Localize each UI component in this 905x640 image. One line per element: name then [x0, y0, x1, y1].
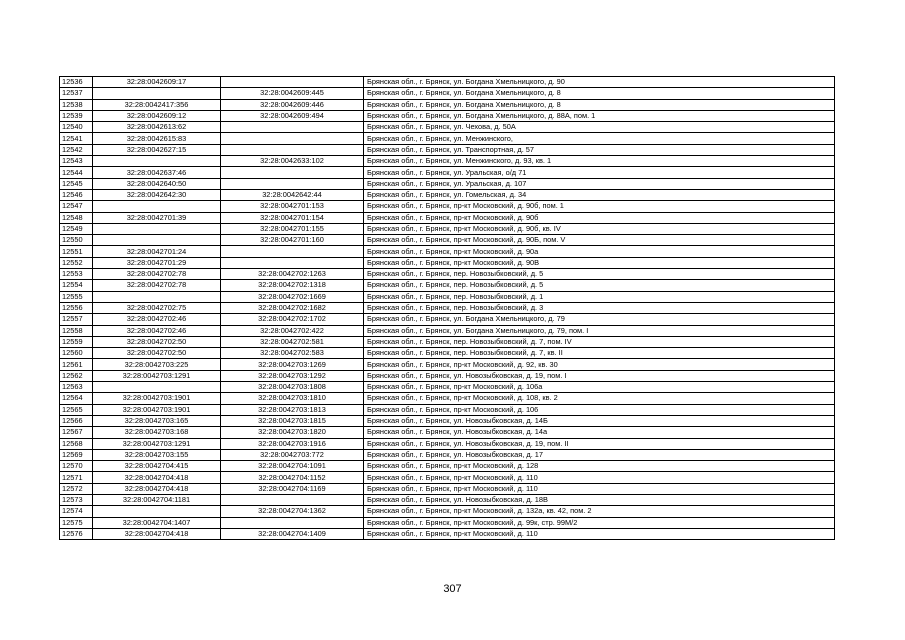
record-number-cell: 12559: [60, 336, 93, 347]
table-row: [60, 246, 835, 257]
table-row: [60, 438, 835, 449]
address-cell: Брянская обл., г. Брянск, ул. Новозыбковская, д. 14Б: [364, 415, 835, 426]
table-row: [60, 359, 835, 370]
table-row: [60, 235, 835, 246]
record-number-cell: 12557: [60, 314, 93, 325]
table-row: [60, 517, 835, 528]
land-cadastral-number-cell: 32:28:0042702:46: [93, 325, 221, 336]
land-cadastral-number-cell: 32:28:0042702:50: [93, 348, 221, 359]
land-cadastral-number-cell: 32:28:0042701:29: [93, 257, 221, 268]
object-cadastral-number-cell: 32:28:0042703:1269: [221, 359, 364, 370]
address-cell: Брянская обл., г. Брянск, пр-кт Московский, д. 110: [364, 472, 835, 483]
table-row: [60, 528, 835, 539]
land-cadastral-number-cell: 32:28:0042609:12: [93, 110, 221, 121]
table-row: [60, 393, 835, 404]
address-cell: Брянская обл., г. Брянск, ул. Богдана Хмельницкого, д. 90: [364, 77, 835, 88]
table-row: [60, 449, 835, 460]
land-cadastral-number-cell: 32:28:0042637:46: [93, 167, 221, 178]
table-body: [60, 77, 835, 540]
object-cadastral-number-cell: 32:28:0042701:155: [221, 223, 364, 234]
address-cell: Брянская обл., г. Брянск, ул. Новозыбковская, д. 17: [364, 449, 835, 460]
record-number-cell: 12558: [60, 325, 93, 336]
object-cadastral-number-cell: 32:28:0042702:1318: [221, 280, 364, 291]
land-cadastral-number-cell: 32:28:0042704:1407: [93, 517, 221, 528]
table-row: [60, 280, 835, 291]
record-number-cell: 12560: [60, 348, 93, 359]
table-row: [60, 325, 835, 336]
record-number-cell: 12561: [60, 359, 93, 370]
address-cell: Брянская обл., г. Брянск, пр-кт Московский, д. 90б, кв. IV: [364, 223, 835, 234]
object-cadastral-number-cell: 32:28:0042702:422: [221, 325, 364, 336]
object-cadastral-number-cell: 32:28:0042702:1682: [221, 302, 364, 313]
land-cadastral-number-cell: 32:28:0042703:1291: [93, 370, 221, 381]
address-cell: Брянская обл., г. Брянск, пр-кт Московский, д. 132а, кв. 42, пом. 2: [364, 506, 835, 517]
address-cell: Брянская обл., г. Брянск, пер. Новозыбковский, д. 5: [364, 269, 835, 280]
object-cadastral-number-cell: 32:28:0042703:1820: [221, 427, 364, 438]
land-cadastral-number-cell: 32:28:0042703:1901: [93, 393, 221, 404]
address-cell: Брянская обл., г. Брянск, пр-кт Московский, д. 90В: [364, 257, 835, 268]
land-cadastral-number-cell: 32:28:0042703:155: [93, 449, 221, 460]
address-cell: Брянская обл., г. Брянск, ул. Чехова, д. 50А: [364, 122, 835, 133]
land-cadastral-number-cell: 32:28:0042640:50: [93, 178, 221, 189]
object-cadastral-number-cell: [221, 167, 364, 178]
address-cell: Брянская обл., г. Брянск, пер. Новозыбковский, д. 1: [364, 291, 835, 302]
object-cadastral-number-cell: 32:28:0042704:1152: [221, 472, 364, 483]
record-number-cell: 12565: [60, 404, 93, 415]
object-cadastral-number-cell: 32:28:0042702:1263: [221, 269, 364, 280]
cadastral-table: [59, 76, 835, 540]
address-cell: Брянская обл., г. Брянск, пр-кт Московский, д. 110: [364, 528, 835, 539]
address-cell: Брянская обл., г. Брянск, ул. Богдана Хмельницкого, д. 79: [364, 314, 835, 325]
land-cadastral-number-cell: 32:28:0042417:356: [93, 99, 221, 110]
object-cadastral-number-cell: 32:28:0042704:1409: [221, 528, 364, 539]
address-cell: Брянская обл., г. Брянск, ул. Уральская, д. 107: [364, 178, 835, 189]
object-cadastral-number-cell: 32:28:0042702:1669: [221, 291, 364, 302]
object-cadastral-number-cell: [221, 77, 364, 88]
address-cell: Брянская обл., г. Брянск, пр-кт Московский, д. 90а: [364, 246, 835, 257]
table-row: [60, 291, 835, 302]
record-number-cell: 12551: [60, 246, 93, 257]
address-cell: Брянская обл., г. Брянск, пр-кт Московский, д. 110: [364, 483, 835, 494]
table-row: [60, 404, 835, 415]
table-row: [60, 348, 835, 359]
address-cell: Брянская обл., г. Брянск, пр-кт Московский, д. 90б: [364, 212, 835, 223]
object-cadastral-number-cell: 32:28:0042701:154: [221, 212, 364, 223]
record-number-cell: 12548: [60, 212, 93, 223]
address-cell: Брянская обл., г. Брянск, ул. Гомельская, д. 34: [364, 189, 835, 200]
record-number-cell: 12556: [60, 302, 93, 313]
land-cadastral-number-cell: 32:28:0042704:418: [93, 472, 221, 483]
object-cadastral-number-cell: 32:28:0042703:1808: [221, 382, 364, 393]
table-row: [60, 302, 835, 313]
land-cadastral-number-cell: 32:28:0042627:15: [93, 144, 221, 155]
record-number-cell: 12549: [60, 223, 93, 234]
object-cadastral-number-cell: 32:28:0042703:1815: [221, 415, 364, 426]
address-cell: Брянская обл., г. Брянск, пр-кт Московский, д. 90Б, пом. V: [364, 235, 835, 246]
object-cadastral-number-cell: 32:28:0042642:44: [221, 189, 364, 200]
record-number-cell: 12553: [60, 269, 93, 280]
record-number-cell: 12563: [60, 382, 93, 393]
record-number-cell: 12572: [60, 483, 93, 494]
record-number-cell: 12576: [60, 528, 93, 539]
object-cadastral-number-cell: 32:28:0042704:1362: [221, 506, 364, 517]
record-number-cell: 12571: [60, 472, 93, 483]
address-cell: Брянская обл., г. Брянск, пр-кт Московский, д. 108, кв. 2: [364, 393, 835, 404]
table-row: [60, 461, 835, 472]
land-cadastral-number-cell: [93, 156, 221, 167]
table-row: [60, 370, 835, 381]
record-number-cell: 12554: [60, 280, 93, 291]
table-row: [60, 167, 835, 178]
object-cadastral-number-cell: [221, 517, 364, 528]
object-cadastral-number-cell: 32:28:0042704:1091: [221, 461, 364, 472]
address-cell: Брянская обл., г. Брянск, ул. Новозыбковская, д. 14а: [364, 427, 835, 438]
land-cadastral-number-cell: 32:28:0042615:83: [93, 133, 221, 144]
address-cell: Брянская обл., г. Брянск, пер. Новозыбковский, д. 7, пом. IV: [364, 336, 835, 347]
record-number-cell: 12566: [60, 415, 93, 426]
object-cadastral-number-cell: 32:28:0042703:1810: [221, 393, 364, 404]
address-cell: Брянская обл., г. Брянск, пер. Новозыбковский, д. 3: [364, 302, 835, 313]
object-cadastral-number-cell: 32:28:0042701:153: [221, 201, 364, 212]
address-cell: Брянская обл., г. Брянск, пер. Новозыбковский, д. 7, кв. II: [364, 348, 835, 359]
land-cadastral-number-cell: [93, 291, 221, 302]
land-cadastral-number-cell: [93, 235, 221, 246]
table-row: [60, 110, 835, 121]
address-cell: Брянская обл., г. Брянск, ул. Менжинского,: [364, 133, 835, 144]
land-cadastral-number-cell: [93, 223, 221, 234]
address-cell: Брянская обл., г. Брянск, ул. Уральская, о/д 71: [364, 167, 835, 178]
object-cadastral-number-cell: 32:28:0042702:581: [221, 336, 364, 347]
address-cell: Брянская обл., г. Брянск, пр-кт Московский, д. 106а: [364, 382, 835, 393]
address-cell: Брянская обл., г. Брянск, ул. Новозыбковская, д. 18В: [364, 494, 835, 505]
object-cadastral-number-cell: 32:28:0042609:494: [221, 110, 364, 121]
land-cadastral-number-cell: 32:28:0042702:78: [93, 280, 221, 291]
table-row: [60, 223, 835, 234]
land-cadastral-number-cell: 32:28:0042702:78: [93, 269, 221, 280]
table-row: [60, 99, 835, 110]
table-row: [60, 494, 835, 505]
record-number-cell: 12562: [60, 370, 93, 381]
table-row: [60, 269, 835, 280]
land-cadastral-number-cell: 32:28:0042701:24: [93, 246, 221, 257]
record-number-cell: 12544: [60, 167, 93, 178]
object-cadastral-number-cell: 32:28:0042633:102: [221, 156, 364, 167]
object-cadastral-number-cell: [221, 246, 364, 257]
table-row: [60, 483, 835, 494]
table-row: [60, 156, 835, 167]
address-cell: Брянская обл., г. Брянск, ул. Богдана Хмельницкого, д. 79, пом. I: [364, 325, 835, 336]
table-row: [60, 189, 835, 200]
table-row: [60, 88, 835, 99]
land-cadastral-number-cell: 32:28:0042701:39: [93, 212, 221, 223]
record-number-cell: 12547: [60, 201, 93, 212]
table-row: [60, 201, 835, 212]
address-cell: Брянская обл., г. Брянск, пер. Новозыбковский, д. 5: [364, 280, 835, 291]
land-cadastral-number-cell: 32:28:0042702:46: [93, 314, 221, 325]
address-cell: Брянская обл., г. Брянск, ул. Новозыбковская, д. 19, пом. I: [364, 370, 835, 381]
land-cadastral-number-cell: [93, 506, 221, 517]
object-cadastral-number-cell: 32:28:0042609:445: [221, 88, 364, 99]
object-cadastral-number-cell: [221, 144, 364, 155]
address-cell: Брянская обл., г. Брянск, пр-кт Московский, д. 90б, пом. 1: [364, 201, 835, 212]
record-number-cell: 12539: [60, 110, 93, 121]
address-cell: Брянская обл., г. Брянск, пр-кт Московский, д. 106: [364, 404, 835, 415]
record-number-cell: 12569: [60, 449, 93, 460]
land-cadastral-number-cell: [93, 201, 221, 212]
object-cadastral-number-cell: 32:28:0042703:1813: [221, 404, 364, 415]
land-cadastral-number-cell: 32:28:0042704:415: [93, 461, 221, 472]
table-row: [60, 415, 835, 426]
record-number-cell: 12552: [60, 257, 93, 268]
address-cell: Брянская обл., г. Брянск, ул. Новозыбковская, д. 19, пом. II: [364, 438, 835, 449]
land-cadastral-number-cell: 32:28:0042704:418: [93, 528, 221, 539]
record-number-cell: 12538: [60, 99, 93, 110]
record-number-cell: 12540: [60, 122, 93, 133]
land-cadastral-number-cell: 32:28:0042642:30: [93, 189, 221, 200]
record-number-cell: 12546: [60, 189, 93, 200]
table-row: [60, 314, 835, 325]
land-cadastral-number-cell: 32:28:0042613:62: [93, 122, 221, 133]
table-row: [60, 133, 835, 144]
land-cadastral-number-cell: 32:28:0042703:1291: [93, 438, 221, 449]
record-number-cell: 12537: [60, 88, 93, 99]
object-cadastral-number-cell: 32:28:0042703:1916: [221, 438, 364, 449]
record-number-cell: 12545: [60, 178, 93, 189]
table-row: [60, 506, 835, 517]
land-cadastral-number-cell: 32:28:0042704:1181: [93, 494, 221, 505]
table-row: [60, 212, 835, 223]
object-cadastral-number-cell: [221, 133, 364, 144]
object-cadastral-number-cell: [221, 122, 364, 133]
page-number: 307: [443, 583, 462, 595]
address-cell: Брянская обл., г. Брянск, ул. Богдана Хмельницкого, д. 88А, пом. 1: [364, 110, 835, 121]
table-row: [60, 472, 835, 483]
object-cadastral-number-cell: [221, 178, 364, 189]
land-cadastral-number-cell: 32:28:0042703:225: [93, 359, 221, 370]
land-cadastral-number-cell: 32:28:0042703:168: [93, 427, 221, 438]
table-row: [60, 77, 835, 88]
land-cadastral-number-cell: [93, 88, 221, 99]
land-cadastral-number-cell: 32:28:0042703:165: [93, 415, 221, 426]
record-number-cell: 12570: [60, 461, 93, 472]
object-cadastral-number-cell: 32:28:0042702:583: [221, 348, 364, 359]
land-cadastral-number-cell: 32:28:0042609:17: [93, 77, 221, 88]
record-number-cell: 12573: [60, 494, 93, 505]
address-cell: Брянская обл., г. Брянск, ул. Богдана Хмельницкого, д. 8: [364, 88, 835, 99]
object-cadastral-number-cell: [221, 257, 364, 268]
table-row: [60, 144, 835, 155]
object-cadastral-number-cell: 32:28:0042609:446: [221, 99, 364, 110]
record-number-cell: 12541: [60, 133, 93, 144]
table-row: [60, 122, 835, 133]
address-cell: Брянская обл., г. Брянск, ул. Транспортная, д. 57: [364, 144, 835, 155]
object-cadastral-number-cell: 32:28:0042702:1702: [221, 314, 364, 325]
table-row: [60, 382, 835, 393]
record-number-cell: 12550: [60, 235, 93, 246]
land-cadastral-number-cell: [93, 382, 221, 393]
table-row: [60, 257, 835, 268]
object-cadastral-number-cell: 32:28:0042703:1292: [221, 370, 364, 381]
address-cell: Брянская обл., г. Брянск, ул. Богдана Хмельницкого, д. 8: [364, 99, 835, 110]
record-number-cell: 12575: [60, 517, 93, 528]
record-number-cell: 12542: [60, 144, 93, 155]
land-cadastral-number-cell: 32:28:0042704:418: [93, 483, 221, 494]
object-cadastral-number-cell: 32:28:0042704:1169: [221, 483, 364, 494]
land-cadastral-number-cell: 32:28:0042703:1901: [93, 404, 221, 415]
record-number-cell: 12543: [60, 156, 93, 167]
table-row: [60, 427, 835, 438]
record-number-cell: 12568: [60, 438, 93, 449]
record-number-cell: 12555: [60, 291, 93, 302]
object-cadastral-number-cell: 32:28:0042703:772: [221, 449, 364, 460]
address-cell: Брянская обл., г. Брянск, пр-кт Московский, д. 99к, стр. 99М/2: [364, 517, 835, 528]
land-cadastral-number-cell: 32:28:0042702:50: [93, 336, 221, 347]
record-number-cell: 12564: [60, 393, 93, 404]
table-row: [60, 336, 835, 347]
land-cadastral-number-cell: 32:28:0042702:75: [93, 302, 221, 313]
object-cadastral-number-cell: 32:28:0042701:160: [221, 235, 364, 246]
address-cell: Брянская обл., г. Брянск, пр-кт Московский, д. 128: [364, 461, 835, 472]
address-cell: Брянская обл., г. Брянск, пр-кт Московский, д. 92, кв. 30: [364, 359, 835, 370]
record-number-cell: 12536: [60, 77, 93, 88]
table-row: [60, 178, 835, 189]
address-cell: Брянская обл., г. Брянск, ул. Менжинского, д. 93, кв. 1: [364, 156, 835, 167]
record-number-cell: 12574: [60, 506, 93, 517]
object-cadastral-number-cell: [221, 494, 364, 505]
record-number-cell: 12567: [60, 427, 93, 438]
